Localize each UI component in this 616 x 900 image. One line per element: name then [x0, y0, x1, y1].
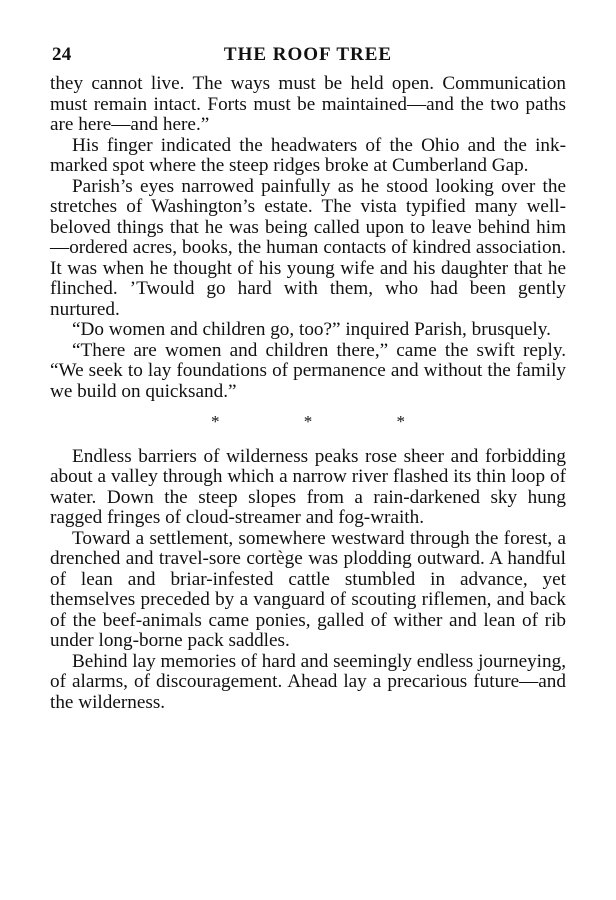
paragraph: they cannot live. The ways must be held open. Communication must remain intact. Forts must be maintained—and the two paths are here—and here.” [50, 73, 566, 135]
book-page [50, 44, 566, 713]
paragraph: Toward a settlement, somewhere westward through the forest, a drenched and travel-sore cortège was plodding outward. A handful of lean and briar-infested cattle stumbled in advance, yet themselves preceded by a vanguard of scouting riflemen, and back of the beef-animals came ponies, galled of wither and lean of rib under long-borne pack saddles. [50, 527, 566, 651]
section-break: * * * [211, 412, 445, 431]
running-title: THE ROOF TREE [223, 44, 393, 65]
body-text [50, 74, 566, 713]
page-number: 24 [52, 44, 72, 65]
paragraph: Behind lay memories of hard and seemingly endless journeying, of alarms, of discouragement. Ahead lay a precarious future—and the wilderness. [50, 650, 566, 713]
paragraph: “There are women and children there,” came the swift reply. “We seek to lay foundations of permanence and without the family we build on quicksand.” [50, 339, 566, 402]
paragraph: His finger indicated the headwaters of the Ohio and the ink-marked spot where the steep ridges broke at Cumberland Gap. [50, 134, 566, 176]
paragraph: Endless barriers of wilderness peaks rose sheer and forbidding about a valley through which a narrow river flashed its thin loop of water. Down the steep slopes from a rain-darkened sky hung ragged fringes of cloud-streamer and fog-wraith. [50, 445, 566, 528]
page-header [50, 44, 566, 74]
paragraph: “Do women and children go, too?” inquired Parish, brusquely. [72, 319, 551, 340]
paragraph: Parish’s eyes narrowed painfully as he stood looking over the stretches of Washington’s estate. The vista typified many well-beloved things that he was being called upon to leave behind him—ordered acres, books, the human contacts of kindred association. It was when he thought of his young wife and his daughter that he flinched. ’Twould go hard with them, who had been gently nurtured. [50, 175, 566, 320]
